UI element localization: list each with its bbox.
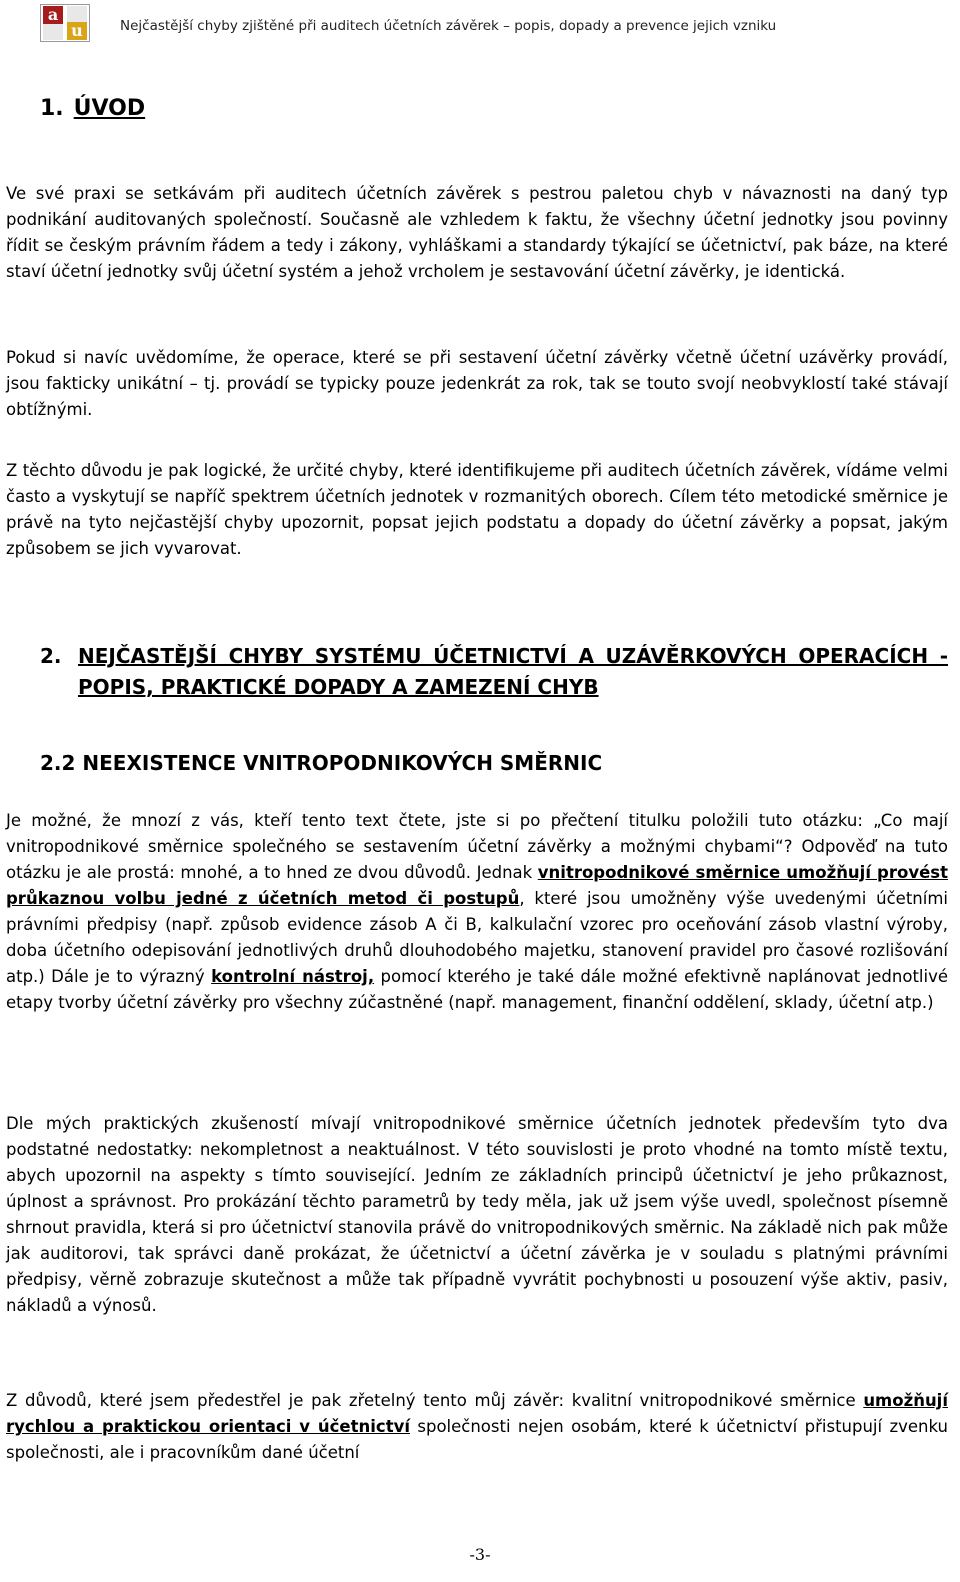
emphasis-text: vnitropodnikové směrnice umožňují provést průkaznou volbu jedné z účetních metod či postupů — [6, 863, 948, 908]
page-number: -3- — [469, 1545, 491, 1564]
page-header — [40, 4, 940, 44]
section-number: 1. — [40, 96, 64, 121]
logo-letter-a: a — [43, 6, 63, 24]
section-heading-2 — [40, 641, 948, 703]
intro-paragraph-2: Pokud si navíc uvědomíme, že operace, které se při sestavení účetní závěrky včetně účetní uzávěrky provádí, jsou fakticky unikátní – tj. provádí se typicky pouze jedenkrát za rok, tak se touto svojí neobvyklostí také stávají obtížnými. — [6, 348, 948, 419]
intro-paragraph-1: Ve své praxi se setkávám při auditech účetních závěrek s pestrou paletou chyb v návaznosti na daný typ podnikání auditovaných společností. Současně ale vzhledem k faktu, že všechny účetní jednotky jsou povinny řídit se českým právním řádem a tedy i zákony, vyhláškami a standardy týkající se účetnictví, pak báze, na které staví účetní jednotky svůj účetní systém a jehož vrcholem je sestavování účetní závěrky, je identická. — [6, 184, 948, 281]
logo-letter-u: u — [67, 22, 87, 40]
emphasis-text: umožňují rychlou a praktickou orientaci v účetnictví — [6, 1391, 948, 1436]
text-run: pomocí kterého je také dále možné efektivně naplánovat jednotlivé etapy tvorby účetní závěrky pro všechny zúčastněné (např. management, finanční oddělení, sklady, účetní atp.) — [6, 967, 949, 1012]
section-number: 2. — [40, 644, 62, 668]
text-run: Je možné, že mnozí z vás, kteří tento text čtete, jste si po přečtení titulku položili tuto otázku: „Co mají vnitropodnikové směrnice společného se sestavením účetní závěrky a možnými chybami“? Odpověď na tuto otázku je ale prostá: mnohé, a to hned ze dvou důvodů. Jednak — [6, 811, 948, 882]
section-title: NEJČASTĚJŠÍ CHYBY SYSTÉMU ÚČETNICTVÍ A UZÁVĚRKOVÝCH OPERACÍCH - POPIS, PRAKTICKÉ DOPADY A ZAMEZENÍ CHYB — [78, 644, 948, 699]
text-run: Z důvodů, které jsem předestřel je pak zřetelný tento můj závěr: kvalitní vnitropodnikové směrnice — [6, 1391, 864, 1410]
text-run: , které jsou umožněny výše uvedenými účetními právními předpisy (např. způsob evidence zásob A či B, kalkulační vzorec pro oceňování zásob vlastní výroby, doba účetního odepisování jednotlivých druhů dlouhodobého majetku, stanovení pravidel pro časové rozlišování atp.) Dále je to výrazný — [6, 889, 948, 986]
body-paragraph-1 — [6, 808, 948, 1016]
body-paragraph-3 — [6, 1388, 948, 1466]
au-logo — [40, 4, 90, 42]
running-header-title: Nejčastější chyby zjištěné při auditech účetních závěrek – popis, dopady a prevence jejich vzniku — [120, 18, 777, 34]
emphasis-text: kontrolní nástroj, — [211, 967, 375, 986]
text-run: společnosti nejen osobám, které k účetnictví přistupují zvenku společnosti, ale i pracovníkům dané účetní — [6, 1417, 949, 1462]
body-paragraph-2: Dle mých praktických zkušeností mívají vnitropodnikové směrnice účetních jednotek především tyto dva podstatné nedostatky: nekompletnost a neaktuálnost. V této souvislosti je proto vhodné na tomto místě textu, abych upozornil na aspekty s tímto související. Jedním ze základních principů účetnictví je jeho průkaznost, úplnost a správnost. Pro prokázání těchto parametrů by tedy měla, jak už jsem výše uvedl, společnost písemně shrnout pravidla, která si pro účetnictví stanovila právě do vnitropodnikových směrnic. Na základě nich pak může jak auditorovi, tak správci daně prokázat, že účetnictví a účetní závěrka je v souladu s platnými právními předpisy, věrně zobrazuje skutečnost a může tak případně vyvrátit pochybnosti u posouzení výše aktiv, pasiv, nákladů a výnosů. — [6, 1114, 948, 1315]
subsection-heading: 2.2 NEEXISTENCE VNITROPODNIKOVÝCH SMĚRNIC — [40, 751, 603, 775]
intro-paragraph-3: Z těchto důvodu je pak logické, že určité chyby, které identifikujeme při auditech účetních závěrek, vídáme velmi často a vyskytují se napříč spektrem účetních jednotek v rozmanitých oborech. Cílem této metodické směrnice je právě na tyto nejčastější chyby upozornit, popsat jejich podstatu a dopady do účetní závěrky a popsat, jakým způsobem se jich vyvarovat. — [6, 461, 948, 558]
section-heading-1 — [40, 96, 145, 121]
section-title: ÚVOD — [73, 96, 146, 121]
